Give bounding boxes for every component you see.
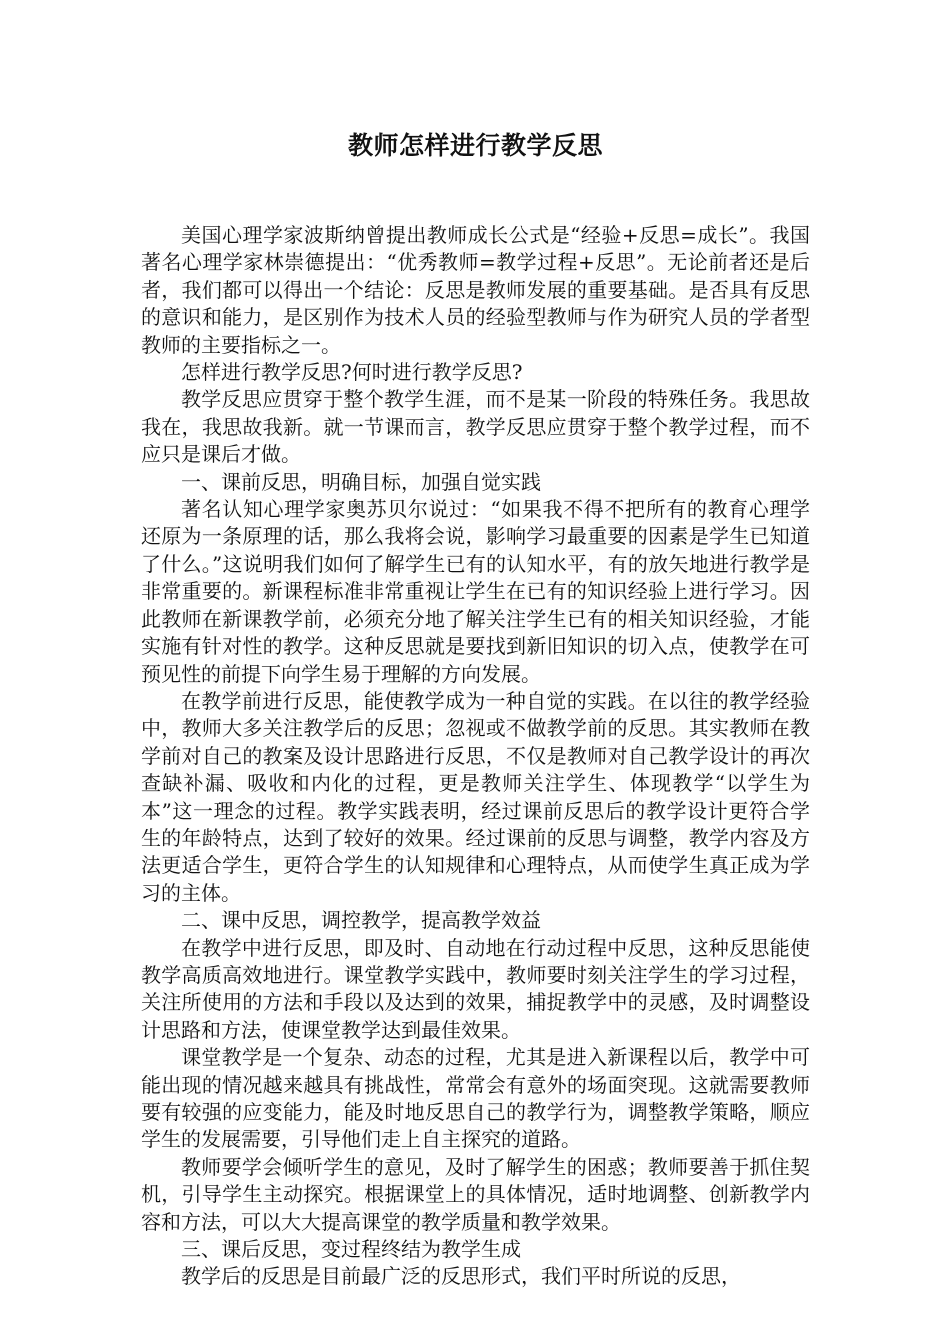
paragraph-post-teaching: 教学后的反思是目前最广泛的反思形式，我们平时所说的反思， (181, 1264, 741, 1289)
section-heading-during-class: 二、课中反思，调控教学，提高教学效益 (181, 908, 541, 933)
section-heading-after-class: 三、课后反思，变过程终结为教学生成 (181, 1237, 521, 1262)
paragraph-pre-teaching: 在教学前进行反思，能使教学成为一种自觉的实践。在以往的教学经验中，教师大多关注教学后的反思；忽视或不做教学前的反思。其实教师在教学前对自己的教案及设计思路进行反思，不仅是教师对自己教学设计的再次查缺补漏、吸收和内化的过程，更是教师关注学生、体现教学“以学生为本”这一理念的过程。教学实践表明，经过课前反思后的教学设计更符合学生的年龄特点，达到了较好的效果。经过课前的反思与调整，教学内容及方法更适合学生，更符合学生的认知规律和心理特点，从而使学生真正成为学习的主体。 (141, 688, 810, 905)
paragraph-intro: 美国心理学家波斯纳曾提出教师成长公式是“经验+反思=成长”。我国著名心理学家林崇德提出：“优秀教师=教学过程+反思”。无论前者还是后者，我们都可以得出一个结论：反思是教师发展的重要基础。是否具有反思的意识和能力，是区别作为技术人员的经验型教师与作为研究人员的学者型教师的主要指标之一。 (141, 223, 810, 357)
document-page (141, 128, 810, 1291)
paragraph-dynamic-process: 课堂教学是一个复杂、动态的过程，尤其是进入新课程以后，教学中可能出现的情况越来越具有挑战性，常常会有意外的场面突现。这就需要教师要有较强的应变能力，能及时地反思自己的教学行为，调整教学策略，顺应学生的发展需要，引导他们走上自主探究的道路。 (141, 1045, 810, 1152)
document-title: 教师怎样进行教学反思 (347, 131, 603, 160)
paragraph-question: 怎样进行教学反思?何时进行教学反思? (181, 360, 523, 385)
paragraph-listening: 教师要学会倾听学生的意见，及时了解学生的困惑；教师要善于抓住契机，引导学生主动探究。根据课堂上的具体情况，适时地调整、创新教学内容和方法，可以大大提高课堂的教学质量和教学效果。 (141, 1154, 810, 1234)
section-heading-before-class: 一、课前反思，明确目标，加强自觉实践 (181, 469, 541, 494)
paragraph-ausubel: 著名认知心理学家奥苏贝尔说过：“如果我不得不把所有的教育心理学还原为一条原理的话，那么我将会说，影响学习最重要的因素是学生已知道了什么。”这说明我们如何了解学生已有的认知水平，有的放矢地进行教学是非常重要的。新课程标准非常重视让学生在已有的知识经验上进行学习。因此教师在新课教学前，必须充分地了解关注学生已有的相关知识经验，才能实施有针对性的教学。这种反思就是要找到新旧知识的切入点，使教学在可预见性的前提下向学生易于理解的方向发展。 (141, 497, 810, 686)
paragraph-in-teaching: 在教学中进行反思，即及时、自动地在行动过程中反思，这种反思能使教学高质高效地进行。课堂教学实践中，教师要时刻关注学生的学习过程，关注所使用的方法和手段以及达到的效果，捕捉教学中的灵感，及时调整设计思路和方法，使课堂教学达到最佳效果。 (141, 935, 810, 1042)
paragraph-throughout: 教学反思应贯穿于整个教学生涯，而不是某一阶段的特殊任务。我思故我在，我思故我新。就一节课而言，教学反思应贯穿于整个教学过程，而不应只是课后才做。 (141, 387, 810, 467)
